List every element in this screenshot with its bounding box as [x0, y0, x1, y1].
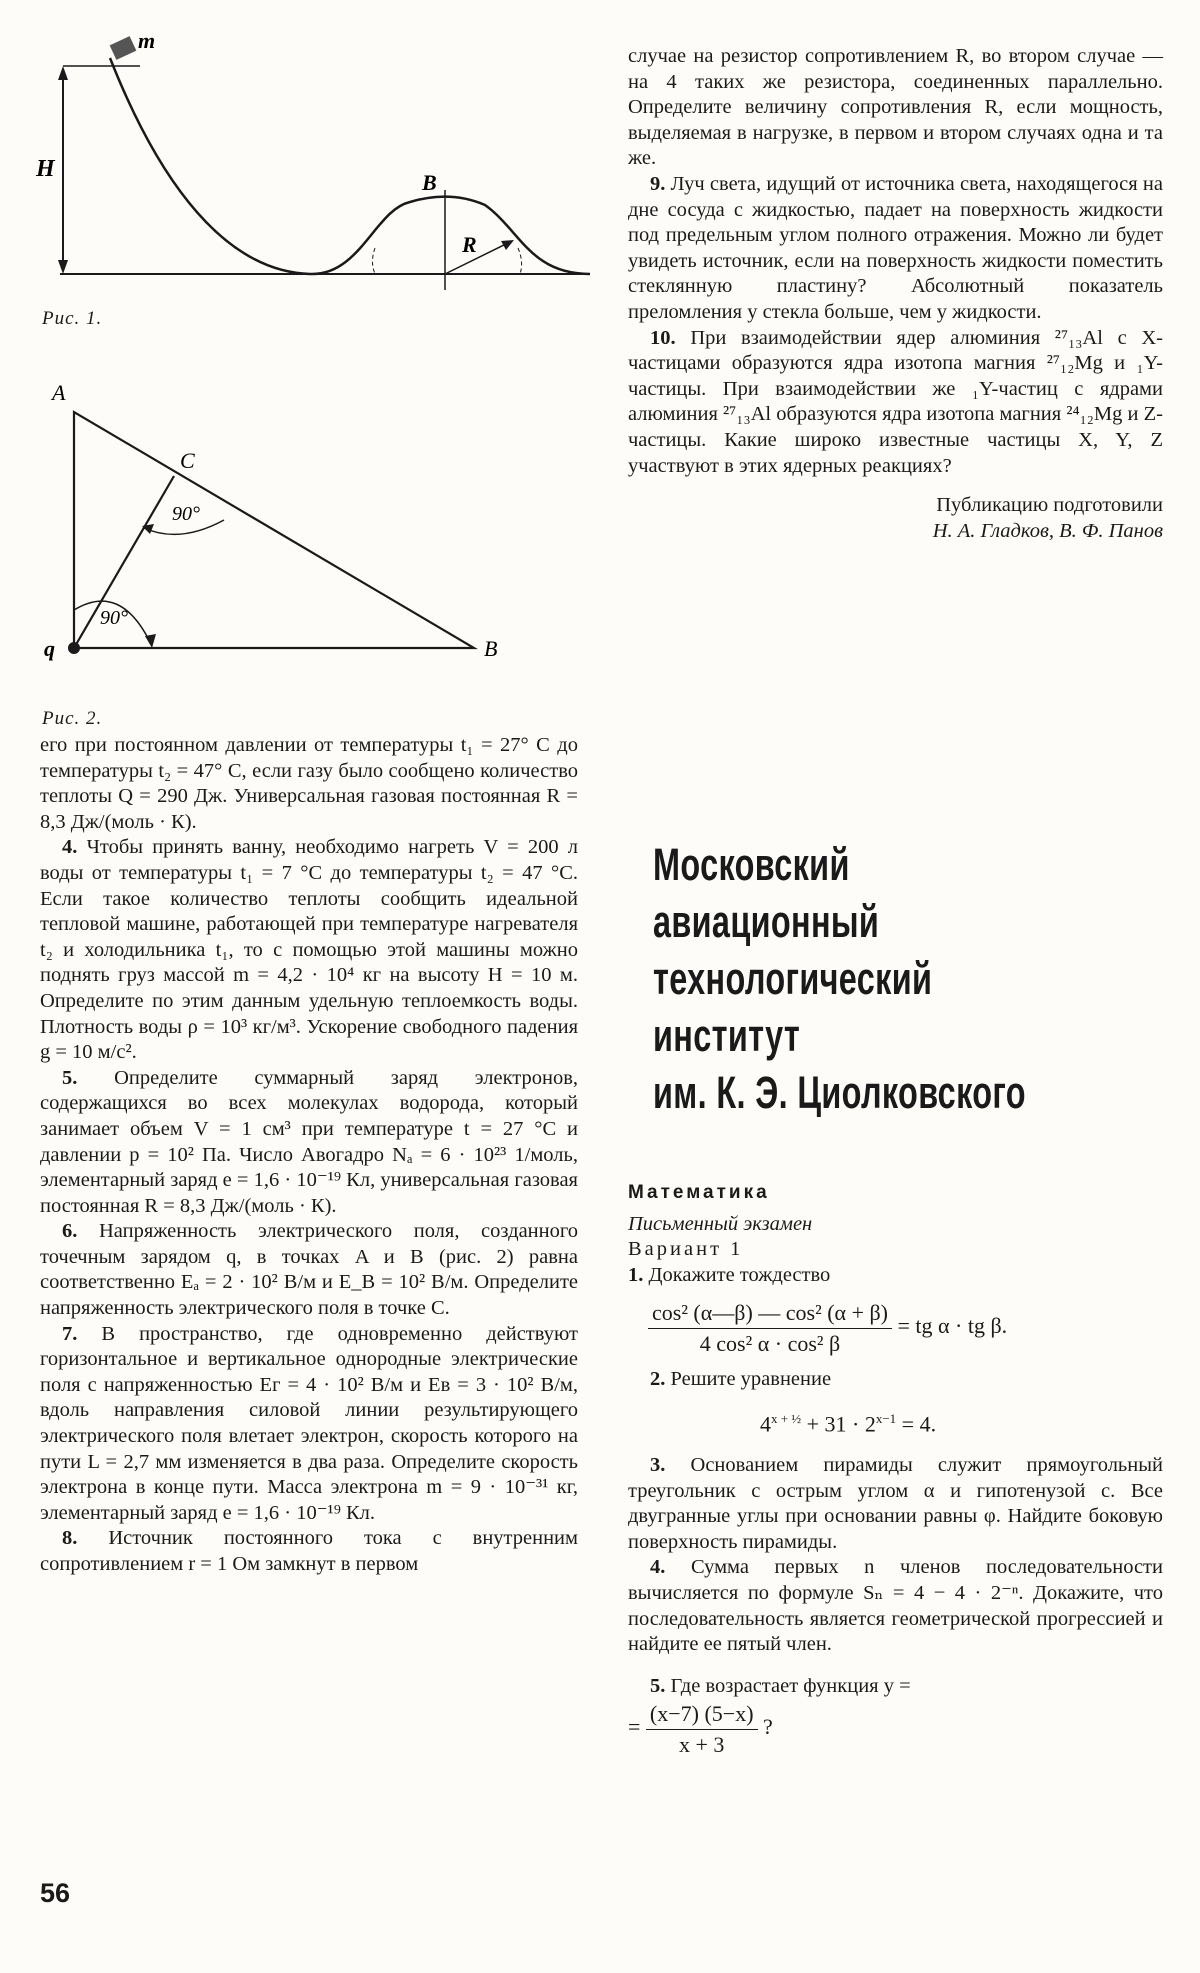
figure-1: [30, 30, 600, 290]
question-4: 4. Сумма первых n членов последовательности вычисляется по формуле Sₙ = 4 − 4 · 2⁻ⁿ. Докажите, что последовательность является геометрической прогрессией и найдите ее пятый член.: [628, 1556, 1163, 1656]
label-q: q: [44, 636, 55, 661]
problem-6: 6. Напряженность электрического поля, созданного точечным зарядом q, в точках A и B (рис. 2) равна соответственно Eₐ = 2 · 10² В/м и E_B = 10² В/м. Определите напряженность электрического поля в точке C.: [40, 1220, 579, 1320]
question-3: 3. Основанием пирамиды служит прямоугольный треугольник с острым углом α и гипотенузой c. Все двугранные углы при основании равны φ. Найдите боковую поверхность пирамиды.: [628, 1454, 1163, 1553]
figure-2: [30, 372, 530, 672]
question-2: 2. Решите уравнение: [650, 1367, 832, 1390]
problem-7: 7. В пространство, где одновременно действуют горизонтальное и вертикальное однородные электрические поля с напряженностью Eг = 4 · 10² В/м и Eв = 3 · 10² В/м, вдоль направления силовой линии результирующего электрического поля влетает электрон, скорость которого на пути L = 2,7 мм изменяется в два раза. Определите скорость электрона в конце пути. Масса электрона m = 9 · 10⁻³¹ кг, элементарный заряд e = 1,6 · 10⁻¹⁹ Кл.: [40, 1322, 579, 1524]
question-1: 1. Докажите тождество: [628, 1263, 831, 1286]
math-section: [628, 1180, 1163, 1758]
problem-4: 4. Чтобы принять ванну, необходимо нагреть V = 200 л воды от температуры t₁ = 7 °C до температуры t₂ = 47 °C. Если такое количество теплоты сообщить идеальной тепловой машине, работающей при температуре нагревателя t₂ и холодильника t₁, то с помощью этой машины можно поднять груз массой m = 4,2 · 10⁴ кг на высоту H = 10 м. Определите по этим данным удельную теплоемкость воды. Плотность воды ρ = 10³ кг/м³. Ускорение свободного падения g = 10 м/с².: [40, 836, 579, 1064]
label-R: R: [462, 232, 477, 257]
credit-names: Н. А. Гладков, В. Ф. Панов: [932, 519, 1163, 542]
credit-line: Публикацию подготовили: [936, 494, 1163, 517]
label-A: A: [52, 380, 66, 405]
problem-5: 5. Определите суммарный заряд электронов, содержащихся во всех молекулах водорода, который занимает объем V = 1 см³ при температуре t = 27 °C и давлении p = 10² Па. Число Авогадро Nₐ = 6 · 10²³ 1/моль, элементарный заряд e = 1,6 · 10⁻¹⁹ Кл, универсальная газовая постоянная R = 8,3 Дж/(моль · К).: [40, 1066, 578, 1217]
right-column: [628, 44, 1163, 544]
subject-heading: Математика: [628, 1182, 770, 1203]
variant: Вариант 1: [628, 1238, 744, 1261]
problem-8-continuation: случае на резистор сопротивлением R, во втором случае — на 4 таких же резистора, соединенных параллельно. Определите величину сопротивления R, если мощность, выделяемая в нагрузке, в первом и втором случаях одна и та же.: [628, 45, 1163, 170]
formula-2: $4^{x + \frac{1}{2}} + 31 \cdot 2^{x-1} = 4$.: [760, 1411, 937, 1437]
section-title: Московский авиационный технологический институт им. К. Э. Циолковского: [653, 839, 1026, 1118]
problem-3-continuation: его при постоянном давлении от температуры t₁ = 27° C до температуры t₂ = 47° C, если газу было сообщено количество теплоты Q = 290 Дж. Универсальная газовая постоянная R = 8,3 Дж/(моль · К).: [40, 734, 578, 833]
label-m: m: [138, 30, 156, 53]
exam-type: Письменный экзамен: [628, 1212, 813, 1235]
figure-1-caption: Рис. 1.: [42, 308, 103, 329]
figure-2-caption: Рис. 2.: [42, 708, 103, 729]
problem-8: 8. Источник постоянного тока с внутренним сопротивлением r = 1 Ом замкнут в первом: [40, 1527, 578, 1575]
label-H: H: [36, 156, 55, 182]
problem-10: 10. При взаимодействии ядер алюминия ²⁷₁₃Al с X-частицами образуются ядра изотопа магния ²⁷₁₂Mg и ₁Y-частицы. При взаимодействии же ₁Y-частиц с ядрами алюминия ²⁷₁₃Al образуются ядра изотопа магния ²⁴₁₂Mg и Z-частицы. Какие широко известные частицы X, Y, Z участвуют в этих ядерных реакциях?: [628, 326, 1163, 477]
label-B: B: [422, 170, 437, 195]
label-angle-c: 90°: [172, 503, 200, 525]
label-angle-q: 90°: [100, 607, 128, 629]
problem-9: 9. Луч света, идущий от источника света, находящегося на дне сосуда с жидкостью, падает на поверхность жидкости под предельным углом полного отражения. Можно ли будет увидеть источник, если на поверхность жидкости поместить стеклянную пластину? Абсолютный показатель преломления у стекла больше, чем у жидкости.: [628, 172, 1164, 323]
formula-5: = $\frac{(x-7) (5-x)}{x + 3}$ ?: [628, 1701, 773, 1758]
formula-1: $\frac{\text{cos² (α—β) — cos² (α + β)}}{\text{4 cos² α · cos² β}}$ = tg α · tg β.: [648, 1300, 1163, 1356]
label-C: C: [180, 448, 195, 473]
label-B2: B: [484, 636, 498, 661]
left-column: [40, 733, 578, 1578]
page-number: 56: [40, 1878, 71, 1908]
question-5: 5. Где возрастает функция y =: [650, 1674, 911, 1697]
